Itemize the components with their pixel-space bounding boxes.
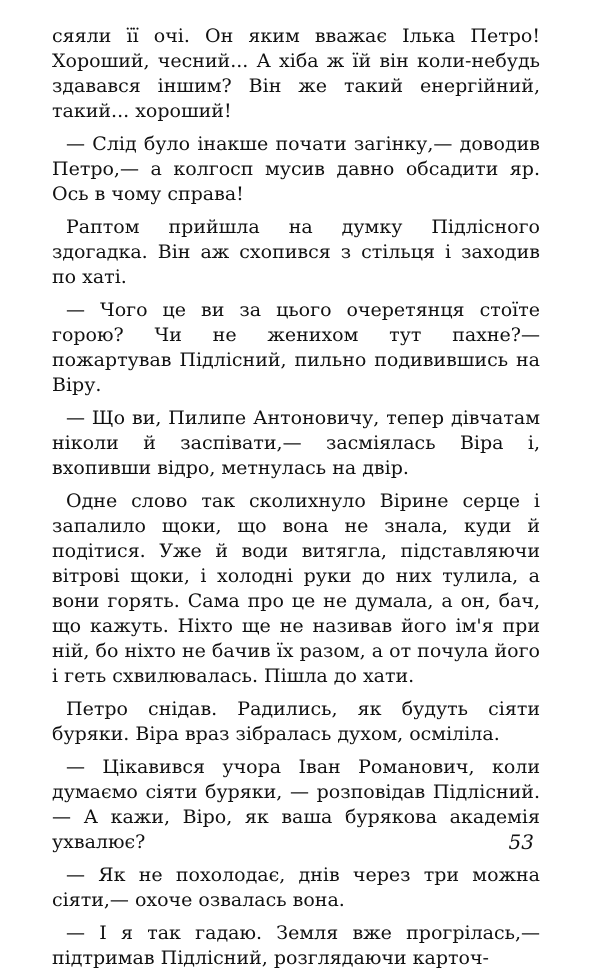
paragraph: Петро снідав. Радились, як будуть сіяти буряки. Віра враз зібралась духом, осміліла. <box>52 698 540 745</box>
paragraph: — Як не похолодає, днів через три можна сіяти,— охоче озвалась вона. <box>52 864 540 911</box>
paragraph: Одне слово так сколихнуло Вірине серце і запалило щоки, що вона не знала, куди й подітися. Уже й води витягла, підставляючи вітрові щоки, і холодні руки до них тулила, а вони горять. Сама про це не думала, а он, бач, що кажуть. Ніхто ще не називав його ім'я при ній, бо ніхто не бачив їх разом, а от почула його і геть схвилювалась. Пішла до хати. <box>52 490 540 687</box>
paragraph: — Слід було інакше почати загінку,— доводив Петро,— а колгосп мусив давно обсадити яр. Ось в чому справа! <box>52 133 540 205</box>
paragraph: — Цікавився учора Іван Романович, коли думаємо сіяти буряки, — розповідав Підлісний.— А кажи, Віро, як ваша бурякова академія ухвалює? <box>52 756 540 853</box>
page-number: 53 <box>508 830 534 854</box>
paragraph: — Що ви, Пилипе Антоновичу, тепер дівчатам ніколи й заспівати,— засміялась Віра і, вхопивши відро, метнулась на двір. <box>52 407 540 479</box>
book-page-text <box>52 24 540 979</box>
paragraph: Раптом прийшла на думку Підлісного здогадка. Він аж схопився з стільця і заходив по хаті. <box>52 216 540 288</box>
paragraph: — І я так гадаю. Земля вже прогрілась,— підтримав Підлісний, розглядаючи карточ- <box>52 922 540 969</box>
paragraph: — Чого це ви за цього очеретянця стоїте горою? Чи не женихом тут пахне?— пожартував Підлісний, пильно подивившись на Віру. <box>52 299 540 396</box>
paragraph: сяяли її очі. Он яким вважає Ілька Петро! Хороший, чесний... А хіба ж їй він коли-небудь здавався іншим? Він же такий енергійний, такий... хороший! <box>52 25 540 122</box>
